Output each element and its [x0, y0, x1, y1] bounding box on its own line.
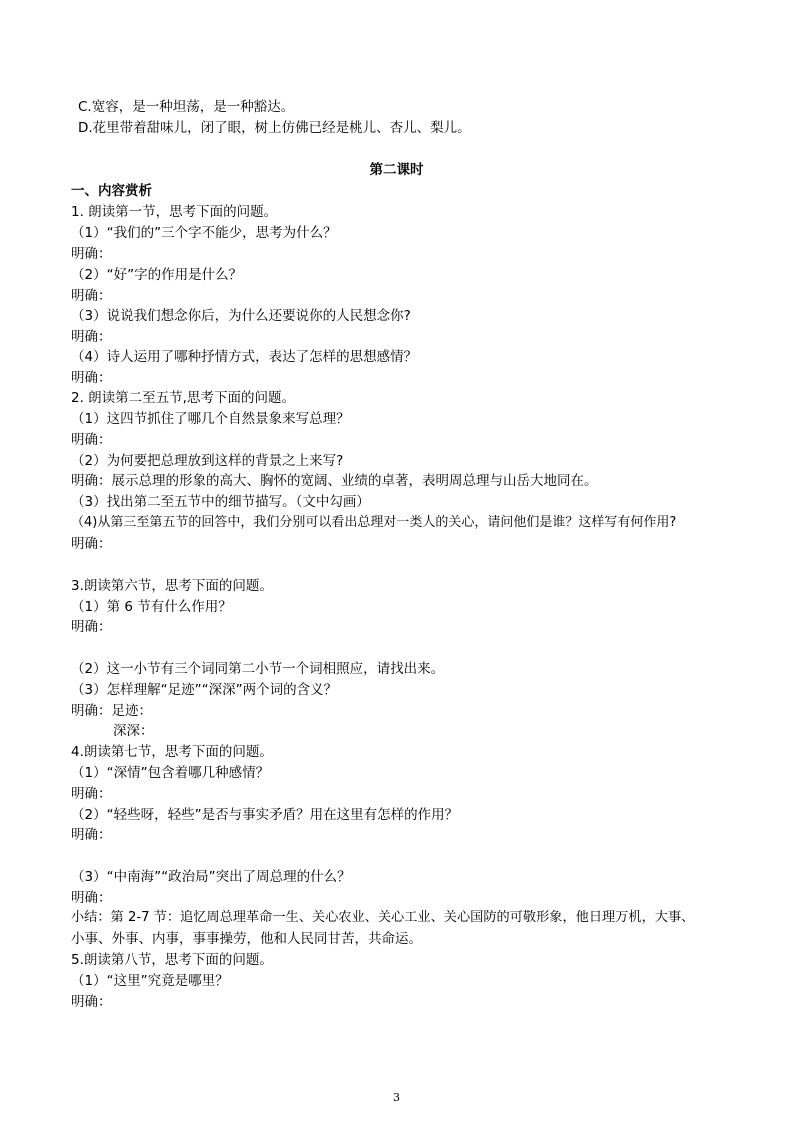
answer-label: 明确： — [71, 246, 112, 262]
sub-question: （4）诗人运用了哪种抒情方式，表达了怎样的思想感情？ — [71, 349, 418, 365]
answer-text: 明确：展示总理的形象的高大、胸怀的宽阔、业绩的卓著，表明周总理与山岳大地同在。 — [71, 473, 598, 489]
question-heading-2: 2. 朗读第二至五节,思考下面的问题。 — [71, 390, 295, 406]
answer-label: 明确：足迹： — [71, 703, 152, 719]
section-heading: 一、内容赏析 — [71, 183, 152, 199]
answer-label: 明确： — [71, 786, 112, 802]
sub-question: （3）怎样理解“足迹”“深深”两个词的含义？ — [71, 682, 338, 698]
question-heading-4: 4.朗读第七节，思考下面的问题。 — [71, 744, 273, 760]
question-heading-5: 5.朗读第八节，思考下面的问题。 — [71, 952, 273, 968]
summary-text: 小结：第 2-7 节：追忆周总理革命一生、关心农业、关心工业、关心国防的可敬形象，他日理万机，大事、 — [71, 910, 695, 925]
answer-label: 明确： — [71, 619, 112, 635]
sub-question: （1）这四节抓住了哪几个自然景象来写总理？ — [71, 411, 350, 427]
page-number: 3 — [393, 1091, 400, 1104]
option-d: D.花里带着甜味儿，闭了眼，树上仿佛已经是桃儿、杏儿、梨儿。 — [78, 120, 471, 136]
sub-question: （4)从第三至第五节的回答中，我们分别可以看出总理对一类人的关心，请问他们是谁？这样写有何作用? — [71, 515, 677, 530]
answer-label: 深深： — [113, 723, 154, 739]
sub-question: （1）第 6 节有什么作用？ — [71, 599, 232, 615]
sub-question: （2）这一小节有三个词同第二小节一个词相照应，请找出来。 — [71, 661, 445, 677]
answer-label: 明确： — [71, 432, 112, 448]
question-heading-1: 1. 朗读第一节，思考下面的问题。 — [71, 204, 278, 220]
answer-label: 明确： — [71, 536, 112, 552]
answer-label: 明确： — [71, 370, 112, 386]
answer-label: 明确： — [71, 288, 112, 304]
option-c: C.宽容，是一种坦荡，是一种豁达。 — [78, 99, 295, 115]
sub-question: （2）“好”字的作用是什么？ — [71, 267, 243, 283]
answer-label: 明确： — [71, 827, 112, 843]
sub-question: （1）“这里”究竟是哪里？ — [71, 973, 229, 989]
sub-question: （2）为何要把总理放到这样的背景之上来写? — [71, 453, 344, 469]
question-heading-3: 3.朗读第六节，思考下面的问题。 — [71, 578, 273, 594]
sub-question: （3）找出第二至五节中的细节描写。（文中勾画） — [71, 494, 370, 510]
sub-question: （3）“中南海”“政治局”突出了周总理的什么？ — [71, 869, 351, 885]
answer-label: 明确： — [71, 329, 112, 345]
section-title: 第二课时 — [369, 162, 424, 178]
sub-question: （2）“轻些呀，轻些”是否与事实矛盾？用在这里有怎样的作用？ — [71, 807, 459, 823]
sub-question: （1）“深情”包含着哪几种感情？ — [71, 765, 270, 781]
answer-label: 明确： — [71, 890, 112, 906]
answer-label: 明确： — [71, 994, 112, 1010]
summary-text: 小事、外事、内事，事事操劳，他和人民同甘苦，共命运。 — [71, 931, 422, 947]
sub-question: （3）说说我们想念你后，为什么还要说你的人民想念你? — [71, 308, 411, 324]
sub-question: （1）“我们的”三个字不能少，思考为什么？ — [71, 225, 337, 241]
